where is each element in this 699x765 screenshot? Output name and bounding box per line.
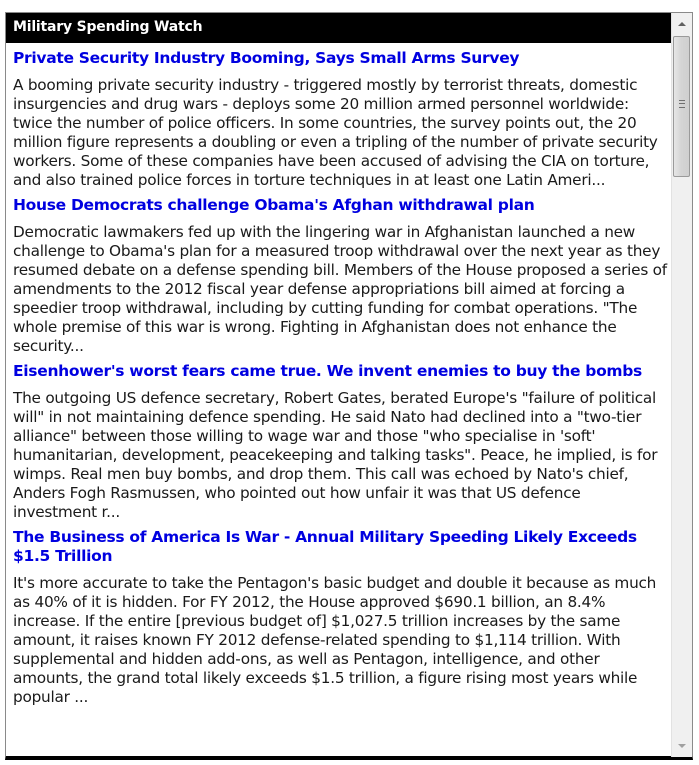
feed-item [13,196,672,356]
feed-item-description: The outgoing US defence secretary, Robert Gates, berated Europe's "failure of political will" in not maintaining defence spending. He said Nato had declined into a "two-tier alliance" between those willing to wage war and those "who specialise in 'soft' humanitarian, development, peacekeeping and talking tasks". Peace, he implied, is for wimps. Real men buy bombs, and drop them. This call was echoed by Nato's chief, Anders Fogh Rasmussen, who pointed out how unfair it was that US defence investment r... [13,389,658,521]
scroll-up-button[interactable] [672,13,692,35]
grip-lines-icon [679,100,685,108]
widget-title: Military Spending Watch [6,13,672,43]
feed-item-title-link[interactable]: The Business of America Is War - Annual Military Speeding Likely Exceeds $1.5 Trillion [13,528,637,565]
feed-item-title-link[interactable]: Eisenhower's worst fears came true. We invent enemies to buy the bombs [13,362,642,380]
scroll-thumb[interactable] [673,36,690,177]
feed-item-title-link[interactable]: Private Security Industry Booming, Says Small Arms Survey [13,49,520,67]
feed-item-description: It's more accurate to take the Pentagon's basic budget and double it because as much as 40% of it is hidden. For FY 2012, the House approved $690.1 billion, an 8.4% increase. If the entire [previous budget of] $1,027.5 trillion increases by the same amount, it raises known FY 2012 defense-related spending to $1,114 trillion. With supplemental and hidden add-ons, as well as Pentagon, intelligence, and other amounts, the grand total likely exceeds $1.5 trillion, a figure rising most years while popular ... [13,574,657,706]
feed-item-description: Democratic lawmakers fed up with the lingering war in Afghanistan launched a new challenge to Obama's plan for a measured troop withdrawal over the next year as they resumed debate on a defense spending bill. Members of the House proposed a series of amendments to the 2012 fiscal year defense appropriations bill aimed at forcing a speedier troop withdrawal, including by cutting funding for combat operations. "The whole premise of this war is wrong. Fighting in Afghanistan does not enhance the security... [13,223,667,355]
feed-item-title-link[interactable]: House Democrats challenge Obama's Afghan withdrawal plan [13,196,535,214]
scroll-down-button[interactable] [672,735,692,757]
vertical-scrollbar[interactable] [671,13,692,757]
feed-item [13,49,672,190]
triangle-up-icon [678,22,686,26]
feed-item [13,528,672,707]
feed-content [6,43,672,757]
feed-widget [5,12,693,760]
feed-item-description: A booming private security industry - triggered mostly by terrorist threats, domestic insurgencies and drug wars - deploys some 20 million armed personnel worldwide: twice the number of police officers. In some countries, the survey points out, the 20 million figure represents a doubling or even a tripling of the number of private security workers. Some of these companies have been accused of advising the CIA on torture, and also trained police forces in torture techniques in at least one Latin Ameri... [13,76,658,189]
feed-item [13,362,672,522]
triangle-down-icon [678,744,686,748]
